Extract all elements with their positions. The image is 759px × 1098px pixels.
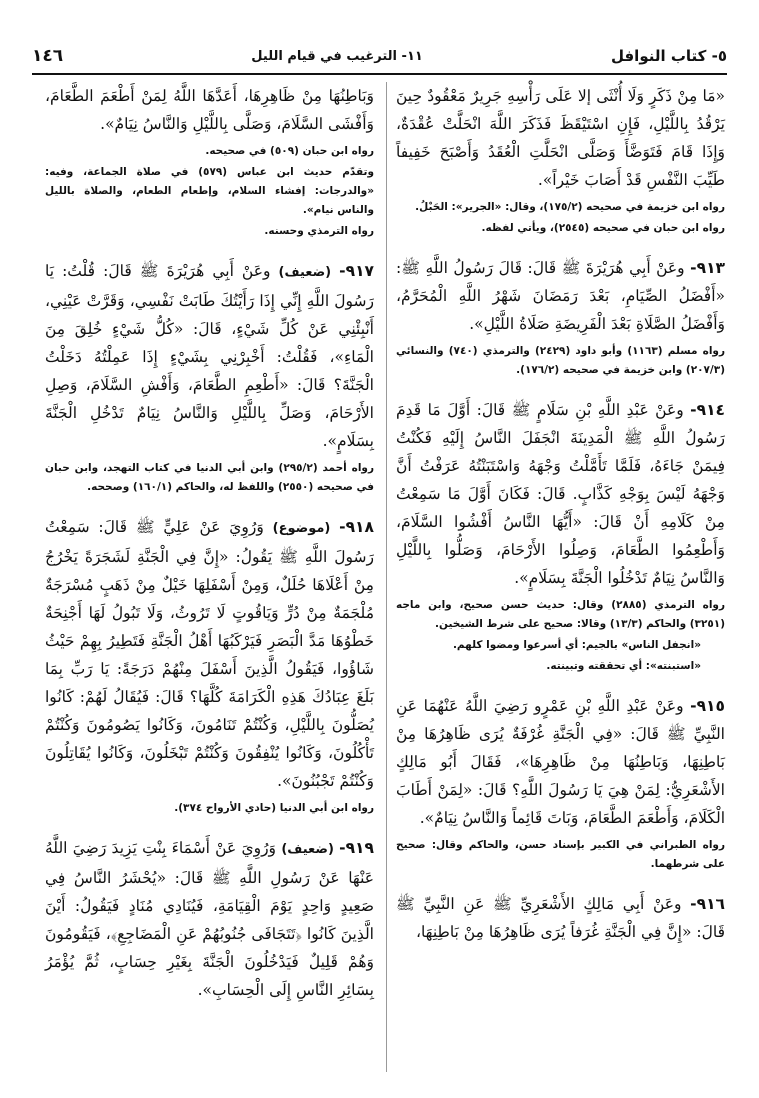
- hadith-grade: (ضعيف): [281, 842, 334, 857]
- left-column: [45, 82, 374, 1008]
- hadith-continuation: وَبَاطِنُهَا مِنْ ظَاهِرِهَا، أَعَدَّهَا اللَّهُ لِمَنْ أَطْعَمَ الطَّعَامَ، وَأَفْشَى السَّلَامَ، وَصَلَّى بِاللَّيْلِ وَالنَّاسُ نِيَامٌ».: [45, 87, 374, 133]
- hadith-text: وعَنْ عَبْدِ اللَّهِ بْنِ عَمْرٍو رَضِيَ اللَّهُ عَنْهُمَا عَنِ النَّبِيِّ ﷺ قَالَ: «فِي الْجَنَّةِ غُرْفَةٌ يُرَى ظَاهِرُهَا مِنْ بَاطِنِهَا، وَبَاطِنُهَا مِنْ ظَاهِرِهَا»، فَقَالَ أَبُو مَالِكٍ الأَشْعَرِيُّ: لِمَنْ هِيَ يَا رَسُولَ اللَّهِ؟ قَالَ: «لِمَنْ أَطَابَ الْكَلَامَ، وَأَطْعَمَ الطَّعَامَ، وَبَاتَ قَائِماً وَالنَّاسُ نِيَامٌ».: [396, 697, 725, 827]
- hadith-grade: (موضوع): [272, 521, 331, 536]
- hadith-916: [396, 890, 725, 946]
- hadith-source: رواه الطبراني في الكبير بإسناد حسن، والحاكم وقال: صحيح على شرطهما.: [396, 839, 725, 870]
- hadith-text: وَرُوِيَ عَنْ عَلِيٍّ ﷺ قَالَ: سَمِعْتُ رَسُولَ اللَّهِ ﷺ يَقُولُ: «إِنَّ فِي الْجَنَّةِ لَشَجَرَةً يَخْرُجُ مِنْ أَعْلَاهَا حُلَلٌ، وَمِنْ أَسْفَلِهَا خَيْلٌ مِنْ ذَهَبٍ مُسْرَجَةٌ مُلْجَمَةٌ مِنْ دُرٍّ وَيَاقُوتٍ لَا تَرُوثُ، وَلَا تَبُولُ لَهَا أَجْنِحَةٌ خَطْوُهَا مَدَّ الْبَصَرِ فَيَرْكَبُهَا أَهْلُ الْجَنَّةِ فَتَطِيرُ بِهِمْ حَيْثُ شَاؤُوا، فَيَقُولُ الَّذِينَ أَسْفَلَ مِنْهُمْ دَرَجَةً: يَا رَبِّ بِمَا بَلَغَ عِبَادُكَ هَذِهِ الْكَرَامَةَ كُلَّهَا؟ قَالَ: فَيُقَالُ لَهُمْ: كَانُوا يُصَلُّونَ بِاللَّيْلِ، وَكُنْتُمْ تَنَامُونَ، وَكَانُوا يَصُومُونَ وَكُنْتُمْ تَأْكُلُونَ، وَكَانُوا يُنْفِقُونَ وَكُنْتُمْ تَبْخَلُونَ، وَكَانُوا يُقَاتِلُونَ وَكُنْتُمْ تَجْبُنُونَ».: [45, 518, 374, 790]
- hadith-number: ٩١٦-: [690, 895, 725, 913]
- header-rule: [32, 73, 727, 75]
- hadith-continuation: «مَا مِنْ ذَكَرٍ وَلَا أُنْثَى إلا عَلَى رَأْسِهِ جَرِيرٌ مَعْقُودٌ حِينَ يَرْقُدُ بِاللَّيْلِ، فَإِنِ اسْتَيْقَظَ فَذَكَرَ اللَّهَ انْحَلَّتْ عُقْدَةٌ، وَإِذَا قَامَ فَتَوَضَّأَ وَصَلَّى انْحَلَّتِ الْعُقَدُ وَأَصْبَحَ خَفِيفاً طَيِّبَ النَّفْسِ قَدْ أَصَابَ خَيْراً».: [396, 87, 725, 189]
- hadith-source: وتقدّم حديث ابن عباس (٥٧٩) في صلاة الجماعة، وفيه: «والدرجات: إفشاء السلام، وإطعام الطعام، والصلاة بالليل والناس نيام».: [45, 166, 374, 216]
- hadith-source: رواه أحمد (٢٩٥/٢) وابن أبي الدنيا في كتاب التهجد، وابن حبان في صحيحه (٢٥٥٠) واللفظ له، والحاكم (١٦٠/١) وصححه.: [45, 462, 375, 493]
- hadith-note: «استبنته»: أي تحققته وتبينته.: [546, 660, 701, 672]
- hadith-915: [396, 692, 725, 832]
- hadith-text: وَرُوِيَ عَنْ أَسْمَاءَ بِنْتِ يَزِيدَ رَضِيَ اللَّهُ عَنْهَا عَنْ رَسُولِ اللَّهِ ﷺ قَالَ: «يُحْشَرُ النَّاسُ فِي صَعِيدٍ وَاحِدٍ يَوْمَ الْقِيَامَةِ، فَيُنَادِي مُنَادٍ فَيَقُولُ: أَيْنَ الَّذِينَ كَانُوا ﴿تَتَجَافَى جُنُوبُهُمْ عَنِ الْمَضَاجِعِ﴾، فَيَقُومُونَ وَهُمْ قَلِيلٌ فَيَدْخُلُونَ الْجَنَّةَ بِغَيْرِ حِسَابٍ، ثُمَّ يُؤْمَرُ بِسَائِرِ النَّاسِ إِلَى الْحِسَابِ».: [45, 839, 374, 999]
- hadith-918: [45, 513, 374, 795]
- chapter-title: ١١- الترغيب في قيام الليل: [251, 48, 423, 64]
- page-number: ١٤٦: [32, 46, 64, 66]
- hadith-number: ٩١٨-: [339, 518, 374, 536]
- hadith-source: رواه ابن حبان (٥٠٩) في صحيحه.: [205, 145, 374, 157]
- hadith-text: وعَنْ أَبِي هُرَيْرَةَ ﷺ قَالَ: قُلْتُ: يَا رَسُولَ اللَّهِ إِنِّي إِذَا رَأَيْتُكَ طَابَتْ نَفْسِي، وَقَرَّتْ عَيْنِي، أَنْبِئْنِي عَنْ كُلِّ شَيْءٍ، قَالَ: «كُلُّ شَيْءٍ خُلِقَ مِنَ الْمَاءِ»، فَقُلْتُ: أَخْبِرْنِي بِشَيْءٍ إِذَا عَمِلْتُهُ دَخَلْتُ الْجَنَّةَ؟ قَالَ: «أَطْعِمِ الطَّعَامَ، وَأَفْشِ السَّلَامَ، وَصِلِ الأَرْحَامَ، وَصَلِّ بِاللَّيْلِ وَالنَّاسُ نِيَامٌ تَدْخُلِ الْجَنَّةَ بِسَلَامٍ».: [45, 262, 374, 450]
- hadith-note: «انجفل الناس» بالجيم: أي أسرعوا ومضوا كلهم.: [452, 639, 701, 651]
- hadith-number: ٩١٤-: [690, 401, 725, 419]
- hadith-source: رواه مسلم (١١٦٣) وأبو داود (٢٤٢٩) والترمذي (٧٤٠) والنسائي (٢٠٧/٣) وابن خزيمة في صحيحه (١٧٦/٢).: [396, 345, 725, 376]
- hadith-number: ٩١٥-: [690, 697, 725, 715]
- page-header: [32, 40, 727, 72]
- right-column: [396, 82, 725, 950]
- hadith-text: وعَنْ عَبْدِ اللَّهِ بْنِ سَلَامٍ ﷺ قَالَ: أَوَّلَ مَا قَدِمَ رَسُولُ اللَّهِ ﷺ الْمَدِينَةَ انْجَفَلَ النَّاسُ إِلَيْهِ فَكُنْتُ فِيمَنْ جَاءَهُ، فَلَمَّا تَأَمَّلْتُ وَجْهَهُ وَاسْتَبَنْتُهُ عَرَفْتُ أَنَّ وَجْهَهُ لَيْسَ بِوَجْهِ كَذَّابٍ. قَالَ: فَكَانَ أَوَّلَ مَا سَمِعْتُ مِنْ كَلَامِهِ أَنْ قَالَ: «أَيُّهَا النَّاسُ أَفْشُوا السَّلَامَ، وَأَطْعِمُوا الطَّعَامَ، وَصِلُوا الأَرْحَامَ، وَصَلُّوا بِاللَّيْلِ وَالنَّاسُ نِيَامٌ تَدْخُلُوا الْجَنَّةَ بِسَلَامٍ».: [396, 401, 725, 587]
- book-title: ٥- كتاب النوافل: [610, 47, 727, 65]
- hadith-number: ٩١٣-: [690, 259, 725, 277]
- hadith-source: رواه ابن حبان في صحيحه (٢٥٤٥)، ويأتي لفظه.: [481, 222, 725, 234]
- hadith-913: [396, 254, 725, 338]
- hadith-914: [396, 396, 725, 592]
- column-separator: [386, 82, 387, 1072]
- hadith-919: [45, 834, 374, 1004]
- hadith-source: رواه ابن أبي الدنيا (حادي الأرواح ٣٧٤).: [174, 802, 374, 814]
- hadith-grade: (ضعيف): [278, 265, 332, 280]
- hadith-number: ٩١٩-: [339, 839, 374, 857]
- hadith-number: ٩١٧-: [339, 262, 374, 280]
- hadith-917: [45, 257, 374, 455]
- hadith-source: رواه الترمذي وحسنه.: [264, 225, 374, 237]
- hadith-text: وعَنْ أَبِي مَالِكٍ الأَشْعَرِيِّ ﷺ عَنِ النَّبِيِّ ﷺ قَالَ: «إِنَّ فِي الْجَنَّةِ غُرَفاً يُرَى ظَاهِرُهَا مِنْ بَاطِنِهَا،: [396, 895, 725, 941]
- hadith-source: رواه الترمذي (٢٨٨٥) وقال: حديث حسن صحيح، وابن ماجه (٣٢٥١) والحاكم (١٣/٣) وقالا: صحيح على شرط الشيخين.: [396, 599, 726, 630]
- hadith-text: وعَنْ أَبِي هُرَيْرَةَ ﷺ قَالَ: قَالَ رَسُولُ اللَّهِ ﷺ: «أَفْضَلُ الصِّيَامِ، بَعْدَ رَمَضَانَ شَهْرُ اللَّهِ الْمُحَرَّمُ، وَأَفْضَلُ الصَّلَاةِ بَعْدَ الْفَرِيضَةِ صَلَاةُ اللَّيْلِ».: [396, 259, 725, 333]
- hadith-source: رواه ابن خزيمة في صحيحه (١٧٥/٢)، وقال: «الجرير»: الحَبْلُ.: [415, 201, 725, 213]
